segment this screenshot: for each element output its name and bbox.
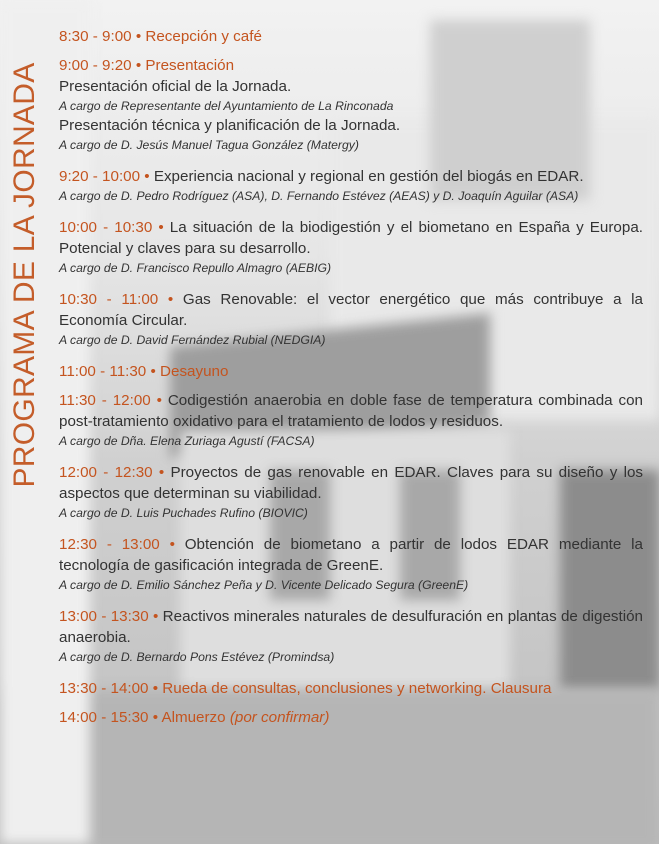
schedule-item: 9:00 - 9:20 • Presentación Presentación oficial de la Jornada. A cargo de Representante del Ayuntamiento de La Rinconada Presentación técnica y planificación de la Jornada. A cargo de D. Jesús Manuel Tagua González (Matergy) <box>59 55 643 154</box>
schedule-item: 10:30 - 11:00 • Gas Renovable: el vector energético que más contribuye a la Economía Circular. A cargo de D. David Fernández Rubial (NEDGIA) <box>59 291 643 347</box>
speaker-credit: A cargo de D. Francisco Repullo Almagro (AEBIG) <box>59 261 332 275</box>
subitem-text: Presentación técnica y planificación de la Jornada. <box>59 117 401 134</box>
schedule-item: 13:00 - 13:30 • Reactivos minerales naturales de desulfuración en plantas de digestión anaerobia. A cargo de D. Bernardo Pons Estévez (Promindsa) <box>59 608 643 664</box>
speaker-credit: A cargo de D. Jesús Manuel Tagua González (Matergy) <box>59 138 359 152</box>
schedule-item: 8:30 - 9:00 • Recepción y café <box>59 28 262 45</box>
schedule-item: 14:00 - 15:30 • Almuerzo (por confirmar) <box>59 709 330 726</box>
schedule-item: 9:20 - 10:00 • Experiencia nacional y regional en gestión del biogás en EDAR. A cargo de D. Pedro Rodríguez (ASA), D. Fernando Estévez (AEAS) y D. Joaquín Aguilar (ASA) <box>59 166 643 205</box>
vertical-title-text: PROGRAMA DE LA JORNADA <box>8 62 41 488</box>
note: (por confirmar) <box>229 709 330 726</box>
schedule-item: 12:30 - 13:00 • Obtención de biometano a partir de lodos EDAR mediante la tecnología de gasificación integrada de GreenE. A cargo de D. Emilio Sánchez Peña y D. Vicente Delicado Segura (GreenE) <box>59 536 643 592</box>
schedule-item: 11:00 - 11:30 • Desayuno <box>59 363 229 380</box>
speaker-credit: A cargo de D. Emilio Sánchez Peña y D. Vicente Delicado Segura (GreenE) <box>59 578 469 592</box>
speaker-credit: A cargo de D. Pedro Rodríguez (ASA), D. Fernando Estévez (AEAS) y D. Joaquín Aguilar (ASA) <box>59 189 579 203</box>
schedule-item: 13:30 - 14:00 • Rueda de consultas, conclusiones y networking. Clausura <box>59 680 552 697</box>
speaker-credit: A cargo de D. David Fernández Rubial (NEDGIA) <box>59 333 326 347</box>
subitem-text: Presentación oficial de la Jornada. <box>59 78 292 95</box>
schedule-item: 10:00 - 10:30 • La situación de la biodigestión y el biometano en España y Europa. Potencial y claves para su desarrollo. A cargo de D. Francisco Repullo Almagro (AEBIG) <box>59 219 643 275</box>
schedule <box>59 26 643 740</box>
vertical-title <box>0 30 50 520</box>
speaker-credit: A cargo de Dña. Elena Zuriaga Agustí (FACSA) <box>59 434 315 448</box>
schedule-item: 12:00 - 12:30 • Proyectos de gas renovable en EDAR. Claves para su diseño y los aspectos que determinan su viabilidad. A cargo de D. Luis Puchades Rufino (BIOVIC) <box>59 464 643 520</box>
schedule-item: 11:30 - 12:00 • Codigestión anaerobia en doble fase de temperatura combinada con post-tratamiento oxidativo para el tratamiento de lodos y residuos. A cargo de Dña. Elena Zuriaga Agustí (FACSA) <box>59 392 643 448</box>
speaker-credit: A cargo de Representante del Ayuntamiento de La Rinconada <box>59 99 394 113</box>
speaker-credit: A cargo de D. Luis Puchades Rufino (BIOVIC) <box>59 506 308 520</box>
speaker-credit: A cargo de D. Bernardo Pons Estévez (Promindsa) <box>59 650 335 664</box>
